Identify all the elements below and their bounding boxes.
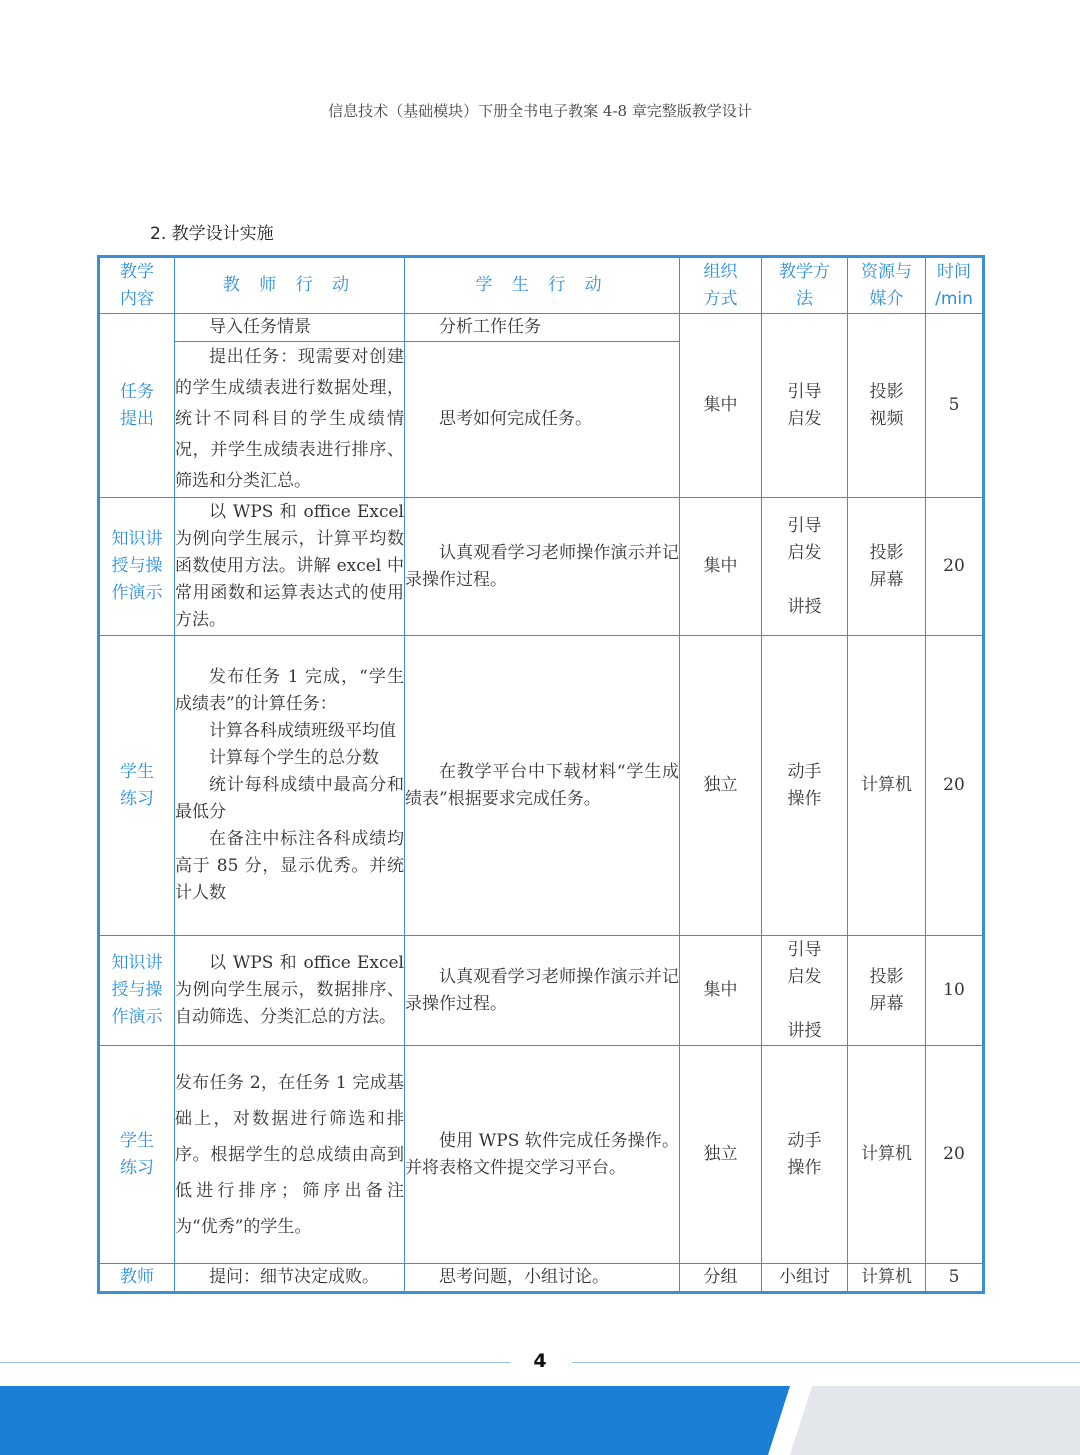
task-line: 发布任务 1 完成，“学生成绩表”的计算任务： — [175, 667, 404, 714]
student-action-cell: 思考问题，小组讨论。 — [405, 1264, 680, 1293]
table-row — [99, 1264, 984, 1293]
organization-cell: 集中 — [680, 498, 762, 636]
row-topic: 知识讲 授与操 作演示 — [99, 936, 175, 1046]
row-topic: 任务 提出 — [99, 314, 175, 498]
header-media: 资源与 媒介 — [848, 257, 926, 314]
time-cell: 10 — [926, 936, 984, 1046]
student-action-cell: 思考如何完成任务。 — [405, 342, 680, 498]
organization-cell: 集中 — [680, 936, 762, 1046]
media-cell: 投影 视频 — [848, 314, 926, 498]
row-topic: 教师 — [99, 1264, 175, 1293]
footer-band-gray — [790, 1386, 1080, 1455]
time-cell: 20 — [926, 498, 984, 636]
student-action-cell: 在教学平台中下载材料“学生成绩表”根据要求完成任务。 — [405, 636, 680, 936]
media-cell: 计算机 — [848, 1264, 926, 1293]
table-row — [99, 636, 984, 936]
header-content: 教学 内容 — [99, 257, 175, 314]
row-topic: 学生 练习 — [99, 1046, 175, 1264]
teacher-action-cell: 以 WPS 和 office Excel 为例向学生展示，计算平均数函数使用方法。讲解 excel 中常用函数和运算表达式的使用方法。 — [175, 498, 405, 636]
task-line: 计算各科成绩班级平均值 — [209, 721, 396, 741]
media-cell: 计算机 — [848, 1046, 926, 1264]
section-title: 2. 教学设计实施 — [150, 224, 274, 244]
media-cell: 投影 屏幕 — [848, 936, 926, 1046]
organization-cell: 独立 — [680, 1046, 762, 1264]
teacher-action-cell — [175, 636, 405, 936]
student-action-intro: 分析工作任务 — [405, 314, 680, 342]
table-row — [99, 498, 984, 636]
row-topic: 学生 练习 — [99, 636, 175, 936]
method-cell: 动手 操作 — [762, 1046, 848, 1264]
method-cell: 小组讨 — [762, 1264, 848, 1293]
student-action-cell: 使用 WPS 软件完成任务操作。并将表格文件提交学习平台。 — [405, 1046, 680, 1264]
method-cell: 引导 启发 讲授 — [762, 498, 848, 636]
media-cell: 投影 屏幕 — [848, 498, 926, 636]
header-organization: 组织 方式 — [680, 257, 762, 314]
teacher-action-cell: 提出任务：现需要对创建的学生成绩表进行数据处理，统计不同科目的学生成绩情况，并学生成绩表进行排序、筛选和分类汇总。 — [175, 342, 405, 498]
table-row — [99, 936, 984, 1046]
header-teacher-action: 教 师 行 动 — [175, 257, 405, 314]
teacher-action-intro: 导入任务情景 — [175, 314, 405, 342]
method-cell: 引导 启发 讲授 — [762, 936, 848, 1046]
task-line: 统计每科成绩中最高分和最低分 — [175, 775, 404, 822]
student-action-cell: 认真观看学习老师操作演示并记录操作过程。 — [405, 936, 680, 1046]
footer-divider-right — [572, 1362, 1080, 1363]
time-cell: 5 — [926, 314, 984, 498]
teacher-action-cell: 以 WPS 和 office Excel 为例向学生展示，数据排序、自动筛选、分类汇总的方法。 — [175, 936, 405, 1046]
footer-band-blue — [0, 1386, 790, 1455]
document-header: 信息技术（基础模块）下册全书电子教案 4-8 章完整版教学设计 — [328, 102, 752, 120]
header-student-action: 学 生 行 动 — [405, 257, 680, 314]
row-topic: 知识讲 授与操 作演示 — [99, 498, 175, 636]
time-cell: 20 — [926, 1046, 984, 1264]
page-number: 4 — [533, 1350, 547, 1372]
method-cell: 引导 启发 — [762, 314, 848, 498]
task-line: 在备注中标注各科成绩均高于 85 分，显示优秀。并统计人数 — [175, 829, 404, 903]
task-line: 计算每个学生的总分数 — [209, 748, 379, 768]
method-cell: 动手 操作 — [762, 636, 848, 936]
organization-cell: 分组 — [680, 1264, 762, 1293]
organization-cell: 集中 — [680, 314, 762, 498]
header-time: 时间 /min — [926, 257, 984, 314]
table-row — [99, 1046, 984, 1264]
table-row — [99, 314, 984, 342]
organization-cell: 独立 — [680, 636, 762, 936]
header-method: 教学方 法 — [762, 257, 848, 314]
time-cell: 5 — [926, 1264, 984, 1293]
time-cell: 20 — [926, 636, 984, 936]
student-action-cell: 认真观看学习老师操作演示并记录操作过程。 — [405, 498, 680, 636]
teacher-action-cell: 提问：细节决定成败。 — [175, 1264, 405, 1293]
table-header-row — [99, 257, 984, 314]
media-cell: 计算机 — [848, 636, 926, 936]
teacher-action-cell: 发布任务 2，在任务 1 完成基础上，对数据进行筛选和排序。根据学生的总成绩由高到低进行排序；筛序出备注为“优秀”的学生。 — [175, 1046, 405, 1264]
teaching-design-table — [97, 255, 985, 1294]
